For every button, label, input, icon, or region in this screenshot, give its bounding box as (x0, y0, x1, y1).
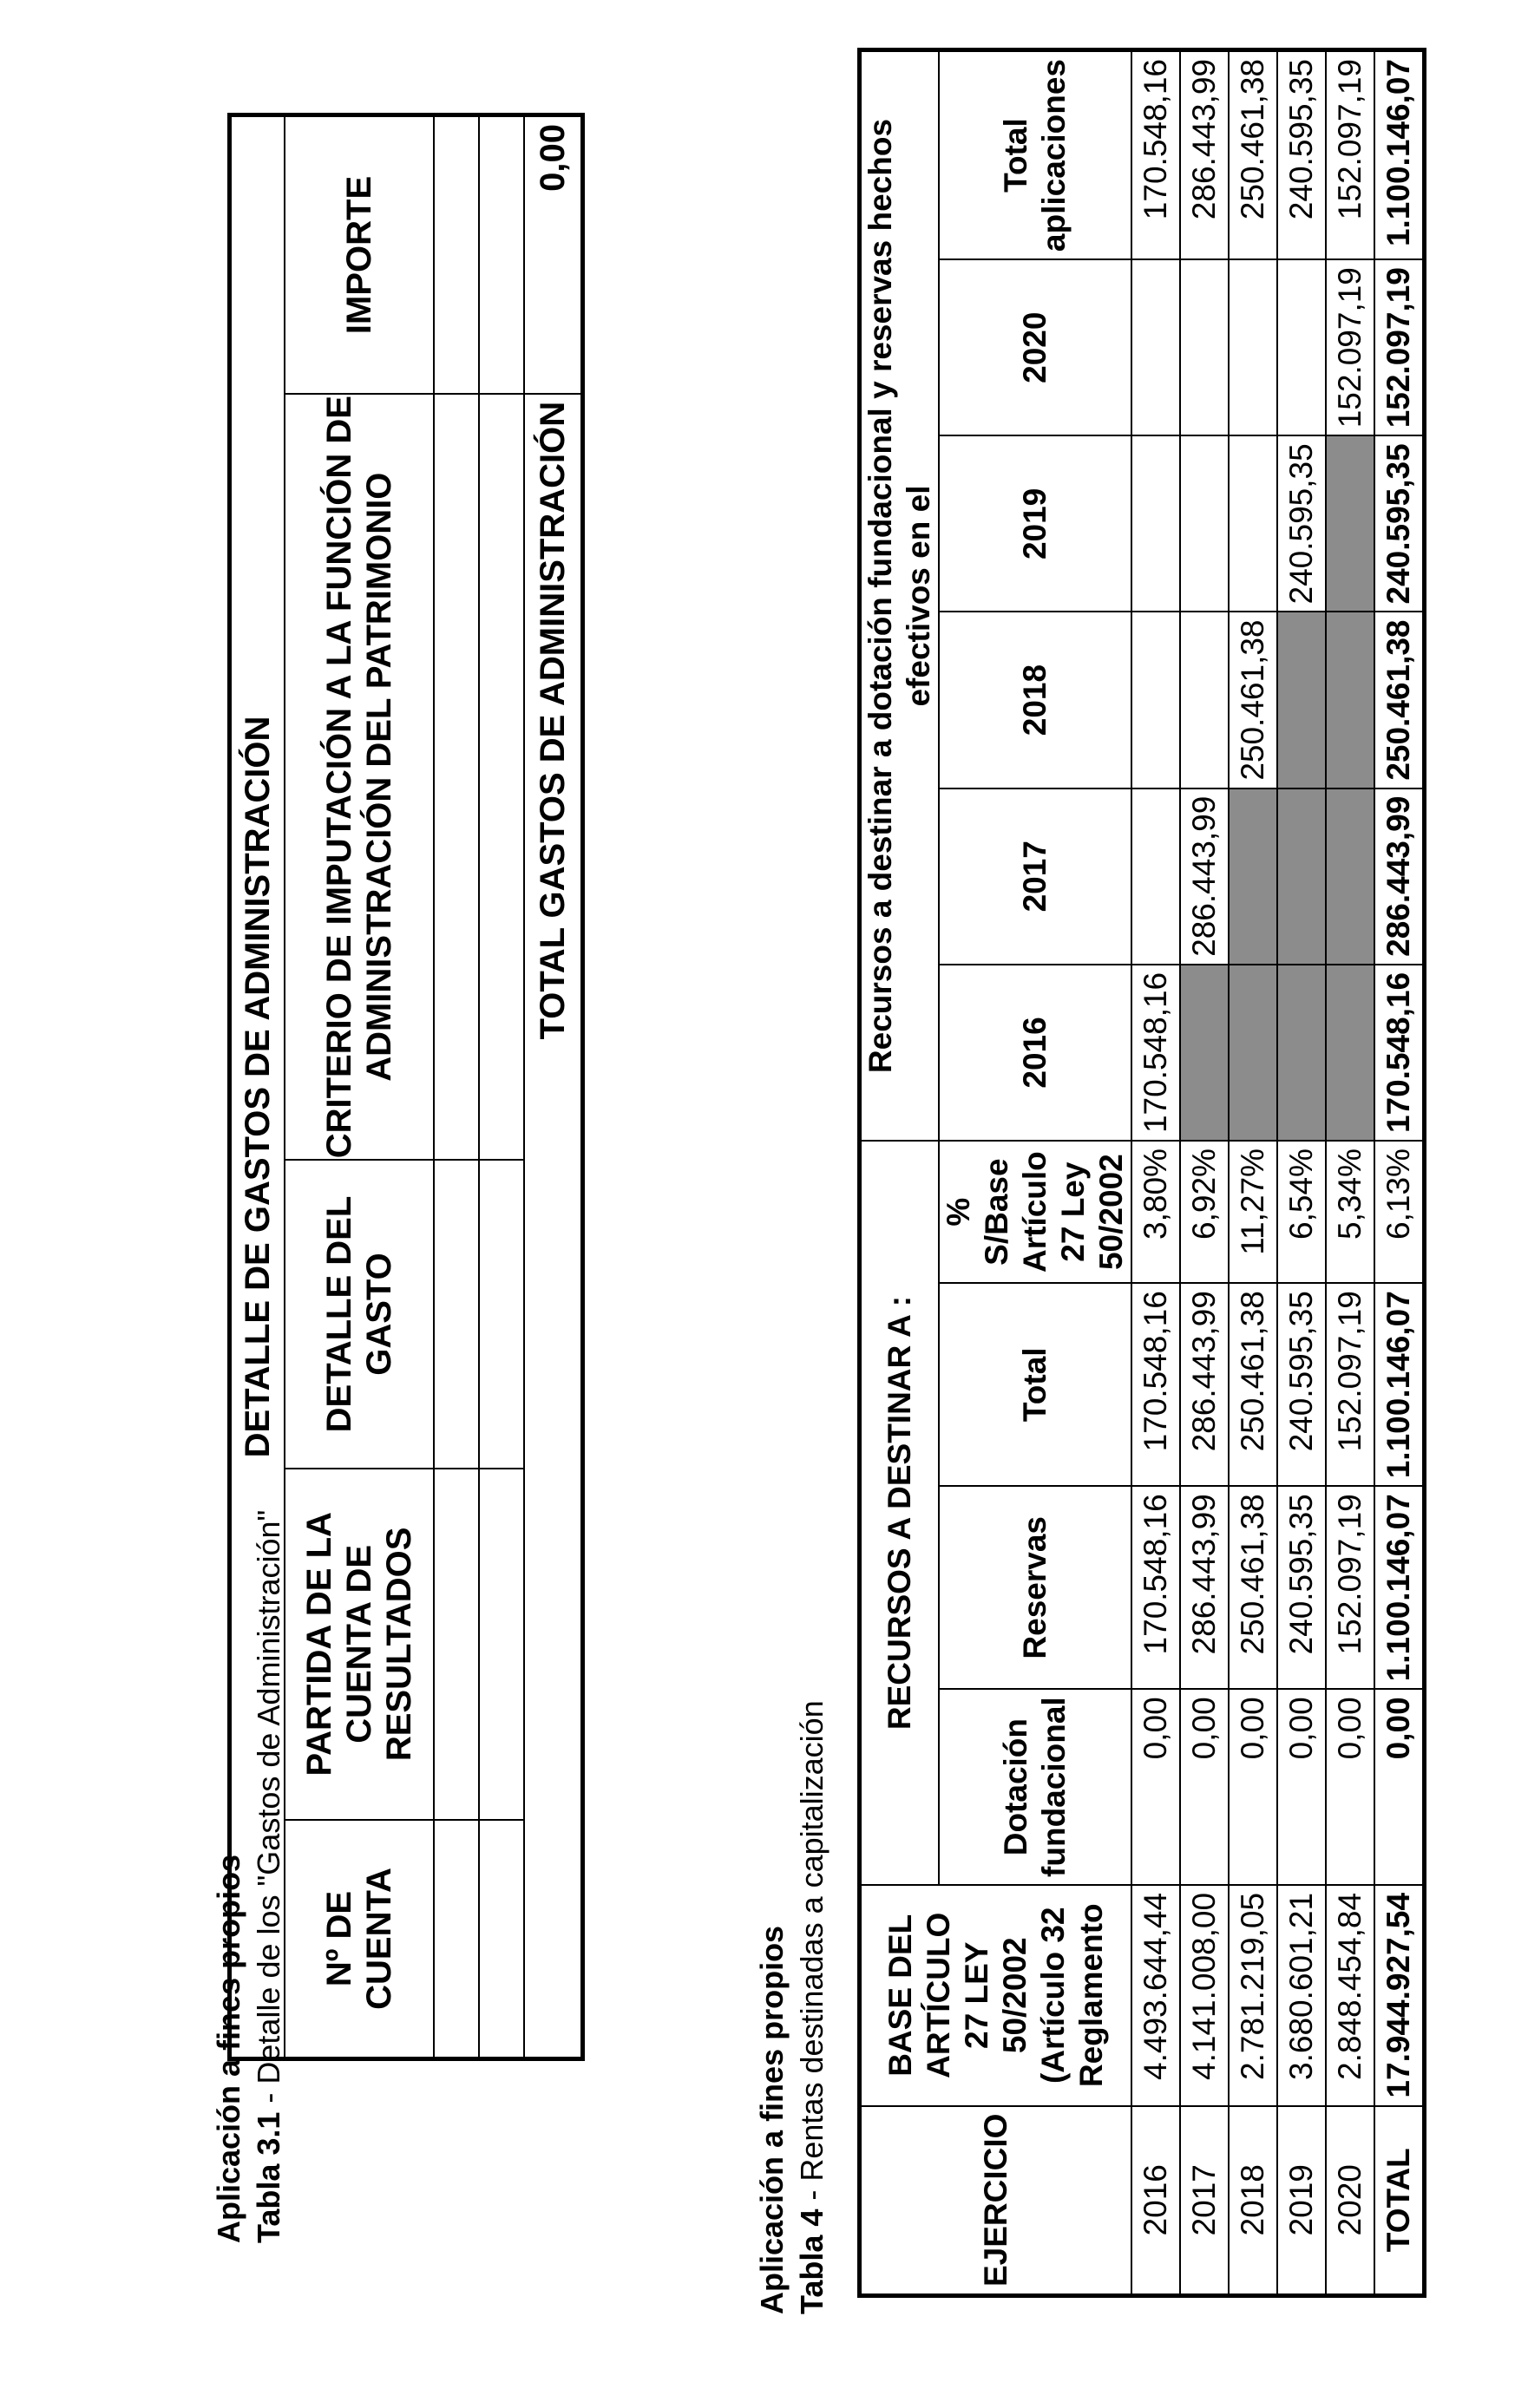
section1-heading: Aplicación a fines propios (211, 1854, 246, 2243)
col-year-header: 2020 (939, 259, 1131, 435)
cell-pct: 6,13% (1374, 1141, 1425, 1283)
cell-y2019 (1229, 435, 1277, 612)
cell-total: 286.443,99 (1180, 1283, 1229, 1486)
cell-reservas: 170.548,16 (1131, 1486, 1180, 1689)
recursos-hechos-group-header: Recursos a destinar a dotación fundacional y reservas hechos efectivos en el (860, 50, 940, 1142)
cell-y2018: 250.461,38 (1229, 612, 1277, 788)
recursos-group-header: RECURSOS A DESTINAR A : (860, 1141, 940, 1885)
cell-y2018 (1131, 612, 1180, 788)
table31-empty-row (434, 115, 479, 2059)
admin-expenses-table (227, 113, 585, 2061)
cell-aplic: 1.100.146,07 (1374, 50, 1425, 260)
col-dotacion-header: Dotación fundacional (939, 1689, 1131, 1885)
cell-y2020 (1229, 259, 1277, 435)
cell-aplic: 170.548,16 (1131, 50, 1180, 260)
cell-y2016: 170.548,16 (1131, 965, 1180, 1141)
cell-year: 2019 (1277, 2106, 1326, 2296)
col-reservas-header: Reservas (939, 1486, 1131, 1689)
table-row (1326, 50, 1374, 2296)
cell-reservas: 1.100.146,07 (1374, 1486, 1425, 1689)
total-row (1374, 50, 1425, 2296)
cell-year: 2020 (1326, 2106, 1374, 2296)
cell-y2018: 250.461,38 (1374, 612, 1425, 788)
section2-heading: Aplicación a fines propios (754, 1925, 790, 2314)
table31-total-label: TOTAL GASTOS DE ADMINISTRACIÓN (524, 394, 583, 2059)
cell-year: 2018 (1229, 2106, 1277, 2296)
cell-y2019 (1326, 435, 1374, 612)
cell-year: 2016 (1131, 2106, 1180, 2296)
cell-y2018 (1277, 612, 1326, 788)
cell-y2018 (1326, 612, 1374, 788)
cell-y2019 (1180, 435, 1229, 612)
cell-y2016 (1229, 965, 1277, 1141)
cell-aplic: 250.461,38 (1229, 50, 1277, 260)
cell-y2017: 286.443,99 (1374, 788, 1425, 965)
cell-reservas: 152.097,19 (1326, 1486, 1374, 1689)
cell-y2017 (1131, 788, 1180, 965)
col-base-header: BASE DEL ARTÍCULO 27 LEY 50/2002 (Artículo 32 Reglamento (860, 1885, 1132, 2106)
cell-dotacion: 0,00 (1374, 1689, 1425, 1885)
col-year-header: 2016 (939, 965, 1131, 1141)
cell-aplic: 286.443,99 (1180, 50, 1229, 260)
cell-y2020 (1180, 259, 1229, 435)
col-detalle-header: DETALLE DEL GASTO (285, 1160, 434, 1468)
col-year-header: 2019 (939, 435, 1131, 612)
cell-year: 2017 (1180, 2106, 1229, 2296)
cell-total: 250.461,38 (1229, 1283, 1277, 1486)
cell-y2016 (1326, 965, 1374, 1141)
cell-y2019: 240.595,35 (1277, 435, 1326, 612)
section1-caption: Tabla 3.1 - Detalle de los "Gastos de Administración" (251, 1509, 286, 2243)
cell-pct: 6,54% (1277, 1141, 1326, 1283)
cell-dotacion: 0,00 (1277, 1689, 1326, 1885)
col-year-header: 2017 (939, 788, 1131, 965)
table-row (1277, 50, 1326, 2296)
col-total-header: Total (939, 1283, 1131, 1486)
cell-y2020: 152.097,19 (1326, 259, 1374, 435)
cell-reservas: 250.461,38 (1229, 1486, 1277, 1689)
cell-total: 240.595,35 (1277, 1283, 1326, 1486)
cell-total: 1.100.146,07 (1374, 1283, 1425, 1486)
capitalization-table (857, 48, 1426, 2298)
cell-y2019: 240.595,35 (1374, 435, 1425, 612)
table31-title: DETALLE DE GASTOS DE ADMINISTRACIÓN (230, 115, 285, 2059)
cell-reservas: 240.595,35 (1277, 1486, 1326, 1689)
table-row (1180, 50, 1229, 2296)
cell-y2016 (1277, 965, 1326, 1141)
cell-total: 152.097,19 (1326, 1283, 1374, 1486)
cell-reservas: 286.443,99 (1180, 1486, 1229, 1689)
table-row (1229, 50, 1277, 2296)
cell-base: 4.493.644,44 (1131, 1885, 1180, 2106)
cell-y2020 (1277, 259, 1326, 435)
cell-dotacion: 0,00 (1326, 1689, 1374, 1885)
cell-dotacion: 0,00 (1180, 1689, 1229, 1885)
cell-base: 2.781.219,05 (1229, 1885, 1277, 2106)
col-cuenta-header: Nº DE CUENTA (285, 1820, 434, 2058)
cell-total: 170.548,16 (1131, 1283, 1180, 1486)
cell-total-label: TOTAL (1374, 2106, 1425, 2296)
table31-empty-row (479, 115, 524, 2059)
cell-aplic: 152.097,19 (1326, 50, 1374, 260)
col-year-header: 2018 (939, 612, 1131, 788)
table31-total-value: 0,00 (524, 115, 583, 394)
cell-dotacion: 0,00 (1131, 1689, 1180, 1885)
cell-y2017: 286.443,99 (1180, 788, 1229, 965)
cell-pct: 5,34% (1326, 1141, 1374, 1283)
cell-y2020: 152.097,19 (1374, 259, 1425, 435)
cell-y2018 (1180, 612, 1229, 788)
section2-caption: Tabla 4 - Rentas destinadas a capitalización (794, 1700, 830, 2314)
cell-y2016 (1180, 965, 1229, 1141)
col-pct-header: % S/Base Artículo 27 Ley 50/2002 (939, 1141, 1131, 1283)
cell-base: 2.848.454,84 (1326, 1885, 1374, 2106)
col-importe-header: IMPORTE (285, 115, 434, 394)
cell-y2017 (1326, 788, 1374, 965)
cell-aplic: 240.595,35 (1277, 50, 1326, 260)
cell-y2019 (1131, 435, 1180, 612)
table-row (1131, 50, 1180, 2296)
col-criterio-header: CRITERIO DE IMPUTACIÓN A LA FUNCIÓN DE ADMINISTRACIÓN DEL PATRIMONIO (285, 394, 434, 1161)
cell-pct: 3,80% (1131, 1141, 1180, 1283)
cell-dotacion: 0,00 (1229, 1689, 1277, 1885)
cell-pct: 11,27% (1229, 1141, 1277, 1283)
cell-base: 17.944.927,54 (1374, 1885, 1425, 2106)
col-total-aplic-header: Total aplicaciones (939, 50, 1131, 260)
cell-base: 3.680.601,21 (1277, 1885, 1326, 2106)
cell-y2016: 170.548,16 (1374, 965, 1425, 1141)
cell-y2017 (1277, 788, 1326, 965)
cell-y2017 (1229, 788, 1277, 965)
col-partida-header: PARTIDA DE LA CUENTA DE RESULTADOS (285, 1469, 434, 1820)
cell-base: 4.141.008,00 (1180, 1885, 1229, 2106)
col-ejercicio-header: EJERCICIO (860, 2106, 1132, 2296)
cell-y2020 (1131, 259, 1180, 435)
cell-pct: 6,92% (1180, 1141, 1229, 1283)
